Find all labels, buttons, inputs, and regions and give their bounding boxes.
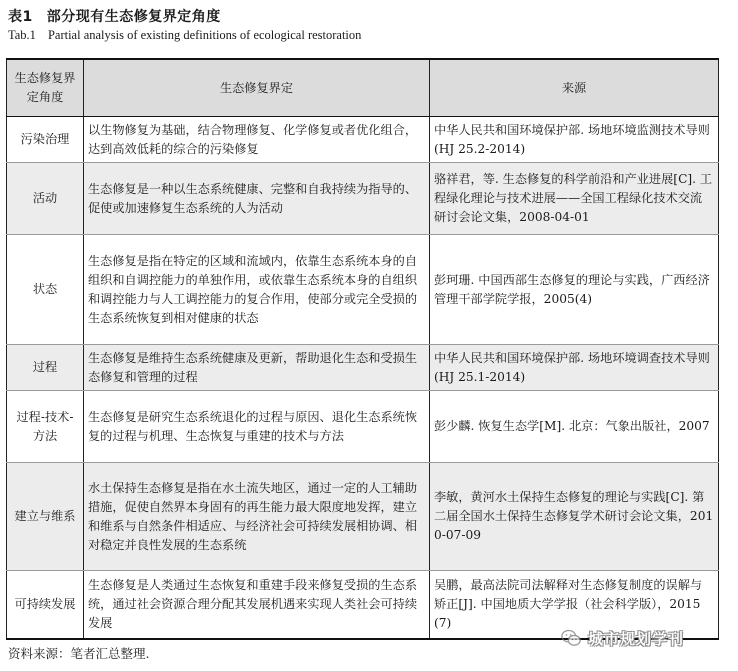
row-source: 中华人民共和国环境保护部. 场地环境调查技术导则(HJ 25.1-2014) [430,345,719,391]
table-caption-cn [8,6,221,26]
row-angle: 可持续发展 [7,571,84,639]
table-row [7,391,719,463]
row-source: 彭珂珊. 中国西部生态修复的理论与实践，广西经济管理干部学院学报，2005(4) [430,235,719,345]
row-angle: 污染治理 [7,117,84,163]
row-angle: 建立与维系 [7,463,84,571]
table-row [7,345,719,391]
row-source: 骆祥君，等. 生态修复的科学前沿和产业进展[C]. 工程绿化理论与技术进展——全国工程绿化技术交流研讨会论文集，2008-04-01 [430,163,719,235]
row-angle: 状态 [7,235,84,345]
row-definition: 生态修复是一种以生态系统健康、完整和自我持续为指导的、促使或加速修复生态系统的人为活动 [84,163,430,235]
row-source: 中华人民共和国环境保护部. 场地环境监测技术导则(HJ 25.2-2014) [430,117,719,163]
row-definition: 以生物修复为基础，结合物理修复、化学修复或者优化组合，达到高效低耗的综合的污染修复 [84,117,430,163]
header-source: 来源 [430,59,719,117]
table-row [7,235,719,345]
row-definition: 生态修复是研究生态系统退化的过程与原因、退化生态系统恢复的过程与机理、生态恢复与重建的技术与方法 [84,391,430,463]
table-footnote: 资料来源：笔者汇总整理. [8,646,150,661]
row-source: 李敏，黄河水土保持生态修复的理论与实践[C]. 第二届全国水土保持生态修复学术研讨会论文集，2010-07-09 [430,463,719,571]
row-definition: 生态修复是指在特定的区域和流域内，依靠生态系统本身的自组织和自调控能力的单独作用，或依靠生态系统本身的自组织和调控能力与人工调控能力的复合作用，使部分或完全受损的生态系统恢复到相对健康的状态 [84,235,430,345]
table-row [7,117,719,163]
row-definition: 水土保持生态修复是指在水土流失地区，通过一定的人工辅助措施，促使自然界本身固有的再生能力最大限度地发挥，建立和维系与自然条件相适应、与经济社会可持续发展相协调、相对稳定并良性发展的生态系统 [84,463,430,571]
row-source: 彭少麟. 恢复生态学[M]. 北京：气象出版社，2007 [430,391,719,463]
header-definition: 生态修复界定 [84,59,430,117]
table-row [7,463,719,571]
row-angle: 过程 [7,345,84,391]
table-header-row [7,59,719,117]
table-row [7,163,719,235]
watermark [560,626,684,650]
row-definition: 生态修复是维持生态系统健康及更新，帮助退化生态和受损生态修复和管理的过程 [84,345,430,391]
table-title-en: Partial analysis of existing definitions of ecological restoration [47,28,362,42]
row-angle: 过程-技术-方法 [7,391,84,463]
table-label-cn: 表1 [8,9,33,25]
table-label-en: Tab.1 [8,28,36,42]
row-definition: 生态修复是人类通过生态恢复和重建手段来修复受损的生态系统，通过社会资源合理分配其发展机遇来实现人类社会可持续发展 [84,571,430,639]
definitions-table [6,58,719,640]
table-title-cn: 部分现有生态修复界定角度 [46,9,221,25]
row-angle: 活动 [7,163,84,235]
wechat-icon [560,627,582,649]
watermark-text: 城市规划学刊 [588,629,685,648]
table-caption-en [8,28,361,43]
row-source: 吴鹏，最高法院司法解释对生态修复制度的误解与矫正[J]. 中国地质大学学报（社会科学版），2015(7) [430,571,719,639]
header-angle: 生态修复界定角度 [7,59,84,117]
